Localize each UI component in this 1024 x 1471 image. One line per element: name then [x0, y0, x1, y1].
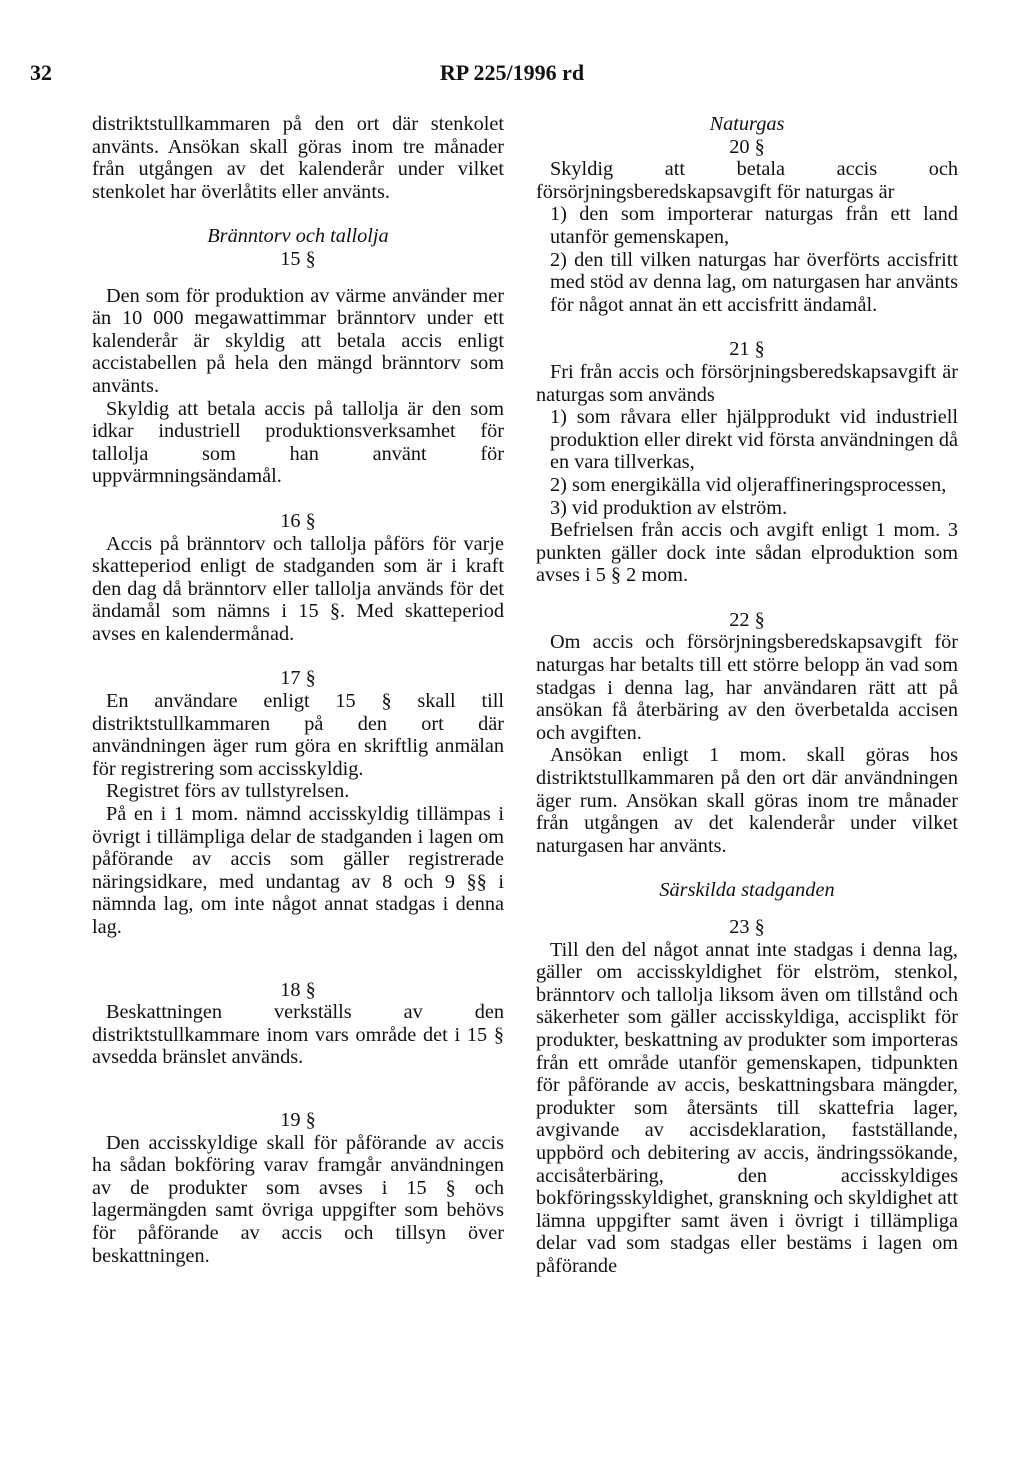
section-17-title: 17 §: [280, 667, 316, 690]
section-23-title: 23 §: [729, 916, 765, 938]
section-15-paragraph-2: Skyldig att betala accis på tallolja är den som idkar industriell produktionsverksamhet för tallolja som han använt för uppvärmningsändamål.: [92, 397, 504, 488]
section-heading-naturgas: Naturgas: [709, 113, 785, 135]
section-18-title: 18 §: [280, 978, 316, 1001]
section-23-paragraph-1: Till den del något annat inte stadgas i denna lag, gäller om accisskyldighet för elström, stenkol, bränntorv och tallolja liksom även om tillstånd och säkerheter som gäller accisskyldiga, accisplikt för produkter, beskattning av produkter som importeras från ett område utanför gemenskapen, tidpunkten för påförande av accis, beskattningsbara mängder, produkter som återsänts till skattefria lager, avgivande av accisdeklaration, fastställande, uppbörd och debitering av accis, ändringssökande, accisåterbäring, den accisskyldiges bokföringsskyldighet, granskning och skyldighet att lämna uppgifter samt även i övrigt i tillämpliga delar vad som stadgas eller bestäms i lagen om påförande: [536, 938, 958, 1277]
section-15-paragraph-1: Den som för produktion av värme använder mer än 10 000 megawattimmar bränntorv under ett kalenderår är skyldig att betala accis enligt accistabellen på hela den mängd bränntorv som använts.: [92, 284, 504, 397]
section-16-paragraph-1: Accis på bränntorv och tallolja påförs för varje skatteperiod enligt de stadganden som är i kraft den dag då bränntorv eller tallolja används för det ändamål som nämns i 15 §. Med skatteperiod avses en kalendermånad.: [92, 532, 504, 645]
section-21-paragraph-2: Befrielsen från accis och avgift enligt 1 mom. 3 punkten gäller dock inte sådan elproduktion som avses i 5 § 2 mom.: [536, 519, 958, 587]
section-17-paragraph-1: En användare enligt 15 § skall till distriktstullkammaren på den ort där användningen äger rum göra en skriftlig anmälan för registrering som accisskyldig.: [92, 690, 504, 780]
section-19-paragraph-1: Den accisskyldige skall för påförande av accis ha sådan bokföring varav framgår användningen av de produkter som avses i 15 § och lagermängden samt övriga uppgifter som behövs för påförande av accis och tillsyn över beskattningen.: [92, 1131, 504, 1267]
document-reference: RP 225/1996 rd: [439, 60, 585, 85]
section-18-paragraph-1: Beskattningen verkställs av den distriktstullkammare inom vars område det i 15 § avsedda bränslet används.: [92, 1001, 504, 1069]
section-22-paragraph-2: Ansökan enligt 1 mom. skall göras hos distriktstullkammaren på den ort där användningen äger rum. Ansökan skall göras inom tre månader från utgången av det kalenderår under vilket naturgasen har använts.: [536, 744, 958, 857]
page-number: 32: [30, 60, 52, 85]
section-21-item-3: 3) vid produktion av elström.: [550, 496, 788, 519]
section-22-paragraph-1: Om accis och försörjningsberedskapsavgift för naturgas har betalts till ett större belopp än vad som stadgas i denna lag, har användaren rätt att på ansökan få återbäring av den överbetalda accisen och avgiften.: [536, 631, 958, 744]
section-19-title: 19 §: [280, 1108, 316, 1131]
section-20-item-1: 1) den som importerar naturgas från ett land utanför gemenskapen,: [550, 203, 958, 248]
section-21-title: 21 §: [729, 338, 765, 361]
section-heading-branntorv: Bränntorv och tallolja: [207, 225, 389, 248]
section-20-title: 20 §: [729, 135, 765, 158]
right-column: [536, 113, 958, 1278]
section-21-item-1: 1) som råvara eller hjälpprodukt vid industriell produktion eller direkt vid första användningen då en vara tillverkas,: [550, 406, 958, 474]
section-17-paragraph-3: På en i 1 mom. nämnd accisskyldig tillämpas i övrigt i tillämpliga delar de stadganden i lagen om påförande av accis som gäller registrerade näringsidkare, med undantag av 8 och 9 §§ i nämnda lag, om inte något annat stadgas i denna lag.: [92, 803, 504, 938]
intro-paragraph: distriktstullkammaren på den ort där stenkolet använts. Ansökan skall göras inom tre månader från utgången av det kalenderår under vilket stenkolet har överlåtits eller använts.: [92, 113, 504, 203]
left-column: [92, 113, 504, 1267]
section-16-title: 16 §: [280, 509, 316, 532]
section-17-paragraph-2: Registret förs av tullstyrelsen.: [106, 780, 350, 803]
section-21-item-2: 2) som energikälla vid oljeraffineringsprocessen,: [550, 473, 947, 496]
section-20-item-2: 2) den till vilken naturgas har överförts accisfritt med stöd av denna lag, om naturgasen har använts för något annat än ett accisfritt ändamål.: [550, 248, 958, 316]
section-20-paragraph-1: Skyldig att betala accis och försörjningsberedskapsavgift för naturgas är: [536, 158, 958, 203]
section-heading-sarskilda: Särskilda stadganden: [659, 879, 835, 902]
section-15-title: 15 §: [280, 247, 316, 270]
section-22-title: 22 §: [729, 608, 765, 631]
section-21-paragraph-1: Fri från accis och försörjningsberedskapsavgift är naturgas som används: [536, 360, 958, 406]
